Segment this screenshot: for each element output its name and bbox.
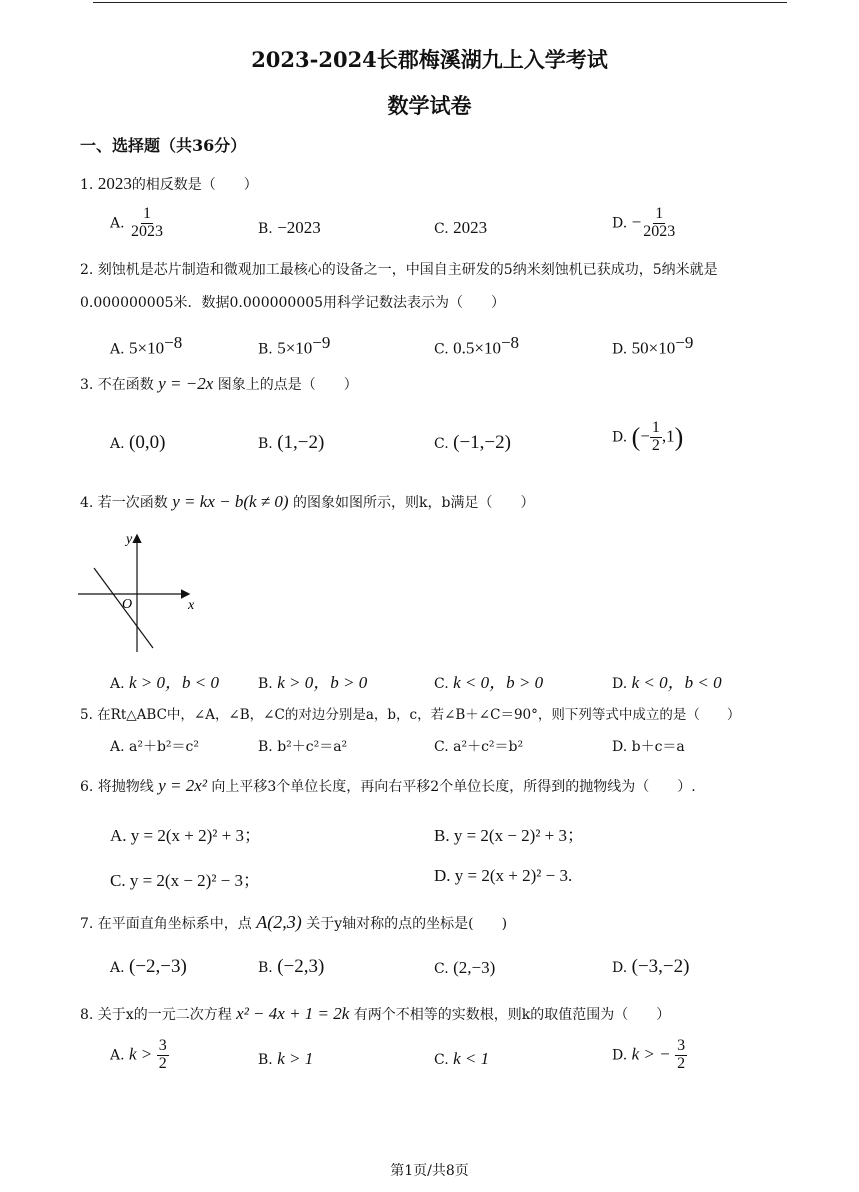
- question-6: 6. 将抛物线 y = 2x² 向上平移3个单位长度，再向右平移2个单位长度，所得到的抛物线为（ ）.: [80, 776, 696, 795]
- section-heading: 一、选择题（共36分）: [80, 136, 247, 155]
- q6-option-d[interactable]: D. y = 2(x + 2)² − 3.: [434, 866, 573, 885]
- q3-option-a[interactable]: A. (0,0): [110, 432, 166, 453]
- q7-option-c[interactable]: C. (2,−3): [434, 958, 496, 977]
- q2-option-a[interactable]: A. $5\times 10^{-8}$: [110, 333, 183, 358]
- q3-option-d[interactable]: D. (− $\frac{1}{2}$ ,1): [612, 419, 684, 454]
- q7-option-a[interactable]: A. (−2,−3): [110, 956, 187, 977]
- q4-option-c[interactable]: C. k < 0，b > 0: [434, 673, 544, 692]
- q6-option-b[interactable]: B. y = 2(x − 2)² + 3；: [434, 826, 585, 845]
- exam-title: 2023-2024长郡梅溪湖九上入学考试: [251, 47, 608, 72]
- q8-option-c[interactable]: C. k < 1: [434, 1049, 490, 1068]
- q2-option-b[interactable]: B. $5\times 10^{-9}$: [258, 333, 331, 358]
- question-2-line1: 2. 刻蚀机是芯片制造和微观加工最核心的设备之一，中国自主研发的5纳米刻蚀机已获成功，5纳米就是: [80, 262, 718, 278]
- q3-option-b[interactable]: B. (1,−2): [258, 432, 325, 453]
- top-rule: [93, 2, 787, 3]
- q5-option-c[interactable]: C. a²＋c²＝b²: [434, 739, 524, 755]
- question-7: 7. 在平面直角坐标系中，点 A(2,3) 关于y轴对称的点的坐标是( ): [80, 912, 508, 932]
- question-3: 3. 不在函数 y = −2x 图象上的点是（ ）: [80, 374, 358, 393]
- q5-option-a[interactable]: A. a²＋b²＝c²: [110, 739, 199, 755]
- exam-subtitle: 数学试卷: [387, 93, 472, 118]
- question-8: 8. 关于x的一元二次方程 x² − 4x + 1 = 2k 有两个不相等的实数根，则k的取值范围为（ ）: [80, 1004, 671, 1023]
- q7-option-b[interactable]: B. (−2,3): [258, 956, 325, 977]
- q1-option-d[interactable]: D. − $\frac{1}{2023}$: [612, 205, 676, 240]
- q4-option-d[interactable]: D. k < 0，b < 0: [612, 673, 722, 692]
- q6-option-c[interactable]: C. y = 2(x − 2)² − 3；: [110, 871, 261, 890]
- q4-option-a[interactable]: A. k > 0，b < 0: [110, 673, 220, 692]
- origin-label: O: [122, 597, 133, 612]
- q5-option-d[interactable]: D. b＋c＝a: [612, 739, 685, 755]
- q1-option-b[interactable]: B. −2023: [258, 218, 321, 237]
- q8-option-b[interactable]: B. k > 1: [258, 1049, 314, 1068]
- question-1: 1. 2023的相反数是（ ）: [80, 174, 258, 193]
- question-2-line2: 0.000000005米．数据0.000000005用科学记数法表示为（ ）: [80, 295, 506, 311]
- q4-option-b[interactable]: B. k > 0，b > 0: [258, 673, 368, 692]
- q2-option-c[interactable]: C. $0.5\times 10^{-8}$: [434, 333, 520, 358]
- page-footer: 第1页/共8页: [390, 1163, 469, 1179]
- q8-option-a[interactable]: A. k > $\frac{3}{2}$: [110, 1037, 167, 1072]
- x-label: x: [188, 598, 195, 613]
- y-label: y: [126, 532, 133, 547]
- q5-option-b[interactable]: B. b²＋c²＝a²: [258, 739, 348, 755]
- q1-option-a[interactable]: A. $\frac{1}{2023}$: [110, 205, 164, 240]
- q1-option-c[interactable]: C. 2023: [434, 218, 488, 237]
- q4-graph: [76, 530, 206, 655]
- q8-option-d[interactable]: D. k > − $\frac{3}{2}$: [612, 1037, 686, 1072]
- q6-option-a[interactable]: A. y = 2(x + 2)² + 3；: [110, 826, 261, 845]
- question-5: 5. 在Rt△ABC中，∠A，∠B，∠C的对边分别是a，b，c，若∠B＋∠C＝90°，则下列等式中成立的是（ ）: [80, 707, 741, 723]
- q3-option-c[interactable]: C. (−1,−2): [434, 432, 511, 453]
- q2-option-d[interactable]: D. $50\times 10^{-9}$: [612, 333, 694, 358]
- q7-option-d[interactable]: D. (−3,−2): [612, 956, 690, 977]
- question-4: 4. 若一次函数 y = kx − b(k ≠ 0) 的图象如图所示，则k，b满足（ ）: [80, 492, 535, 511]
